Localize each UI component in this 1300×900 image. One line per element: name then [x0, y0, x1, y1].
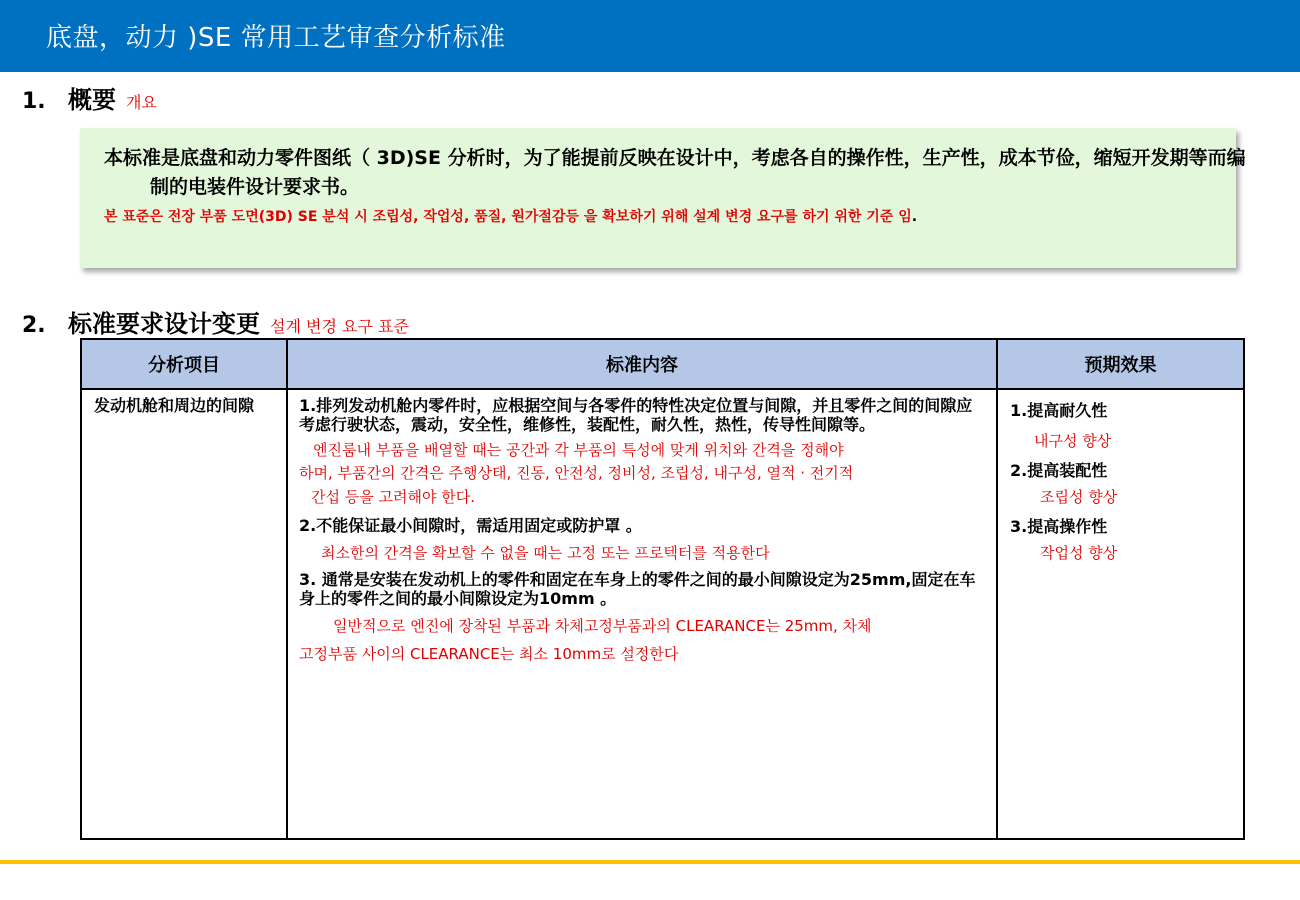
effect-3-title: 3.提高操作性: [1010, 517, 1108, 536]
table-row: [81, 389, 1244, 839]
effect-1-title: 1.提高耐久性: [1010, 401, 1108, 420]
section-2-title: 标准要求设计变更: [68, 310, 260, 338]
section-2-heading: [22, 304, 409, 339]
title-bar: [0, 0, 1300, 72]
header-expected-effect: 预期效果: [997, 339, 1244, 389]
footer-divider: [0, 860, 1300, 864]
analysis-item-text: 发动机舱和周边的间隙: [94, 396, 255, 415]
section-1-number: 1.: [22, 89, 46, 114]
header-analysis-item: 分析项目: [81, 339, 287, 389]
content-point-2-kr: 최소한의 간격을 확보할 수 없을 때는 고정 또는 프로텍터를 적용한다: [321, 544, 770, 562]
effect-2-sub: 조립성 향상: [1040, 488, 1118, 506]
content-point-1-kr-line-3: 간섭 등을 고려해야 한다.: [311, 488, 475, 506]
content-point-2-cn: 2.不能保证最小间隙时，需适用固定或防护罩 。: [299, 516, 642, 535]
section-1-title-kr: 개요: [126, 93, 157, 112]
summary-chinese: 本标准是底盘和动力零件图纸（ 3D)SE 分析时，为了能提前反映在设计中，考虑各自的操作性，生产性，成本节俭，缩短开发期等而编制的电装件设计要求书。: [104, 147, 1246, 198]
content-point-1-cn: 1.排列发动机舱内零件时，应根据空间与各零件的特性决定位置与间隙，并且零件之间的间隙应考虑行驶状态，震动，安全性，维修性，装配性，耐久性，热性，传导性间隙等。: [299, 396, 973, 434]
standard-content-cell: [287, 389, 997, 839]
expected-effect-cell: [997, 389, 1244, 839]
content-point-3-cn: 3. 通常是安装在发动机上的零件和固定在车身上的零件之间的最小间隙设定为25mm,固定在车身上的零件之间的最小间隙设定为10mm 。: [299, 570, 976, 608]
section-2-number: 2.: [22, 313, 46, 338]
table-header-row: [81, 339, 1244, 389]
effect-1-sub: 내구성 향상: [1034, 432, 1112, 450]
section-2-title-kr: 설계 변경 요구 표준: [270, 317, 409, 336]
summary-korean-text: 본 표준은 전장 부품 도면(3D) SE 분석 시 조립성, 작업성, 품질, 원가절감등 을 확보하기 위해 설계 변경 요구를 하기 위한 기준 임: [104, 209, 912, 225]
summary-korean: [104, 204, 1260, 230]
content-point-1-kr-line-1: 엔진룸내 부품을 배열할 때는 공간과 각 부품의 특성에 맞게 위치와 간격을 정해야: [313, 441, 844, 459]
summary-korean-period: .: [911, 209, 918, 225]
effect-2-title: 2.提高装配性: [1010, 461, 1108, 480]
content-point-3-kr-line-1: 일반적으로 엔진에 장착된 부품과 차체고정부품과의 CLEARANCE는 25mm, 차체: [333, 617, 872, 635]
content-point-3-kr-line-2: 고정부품 사이의 CLEARANCE는 최소 10mm로 설정한다: [299, 645, 679, 663]
effect-3-sub: 작업성 향상: [1040, 544, 1118, 562]
analysis-item-cell: [81, 389, 287, 839]
section-1-title: 概要: [68, 86, 116, 114]
section-1-heading: [22, 80, 157, 115]
header-standard-content: 标准内容: [287, 339, 997, 389]
content-point-1-kr-line-2: 하며, 부품간의 간격은 주행상태, 진동, 안전성, 정비성, 조립성, 내구성, 열적 · 전기적: [299, 464, 854, 482]
standard-table: [80, 338, 1245, 840]
page-title: 底盘，动力 )SE 常用工艺审查分析标准: [46, 23, 506, 53]
summary-box: [80, 128, 1246, 268]
